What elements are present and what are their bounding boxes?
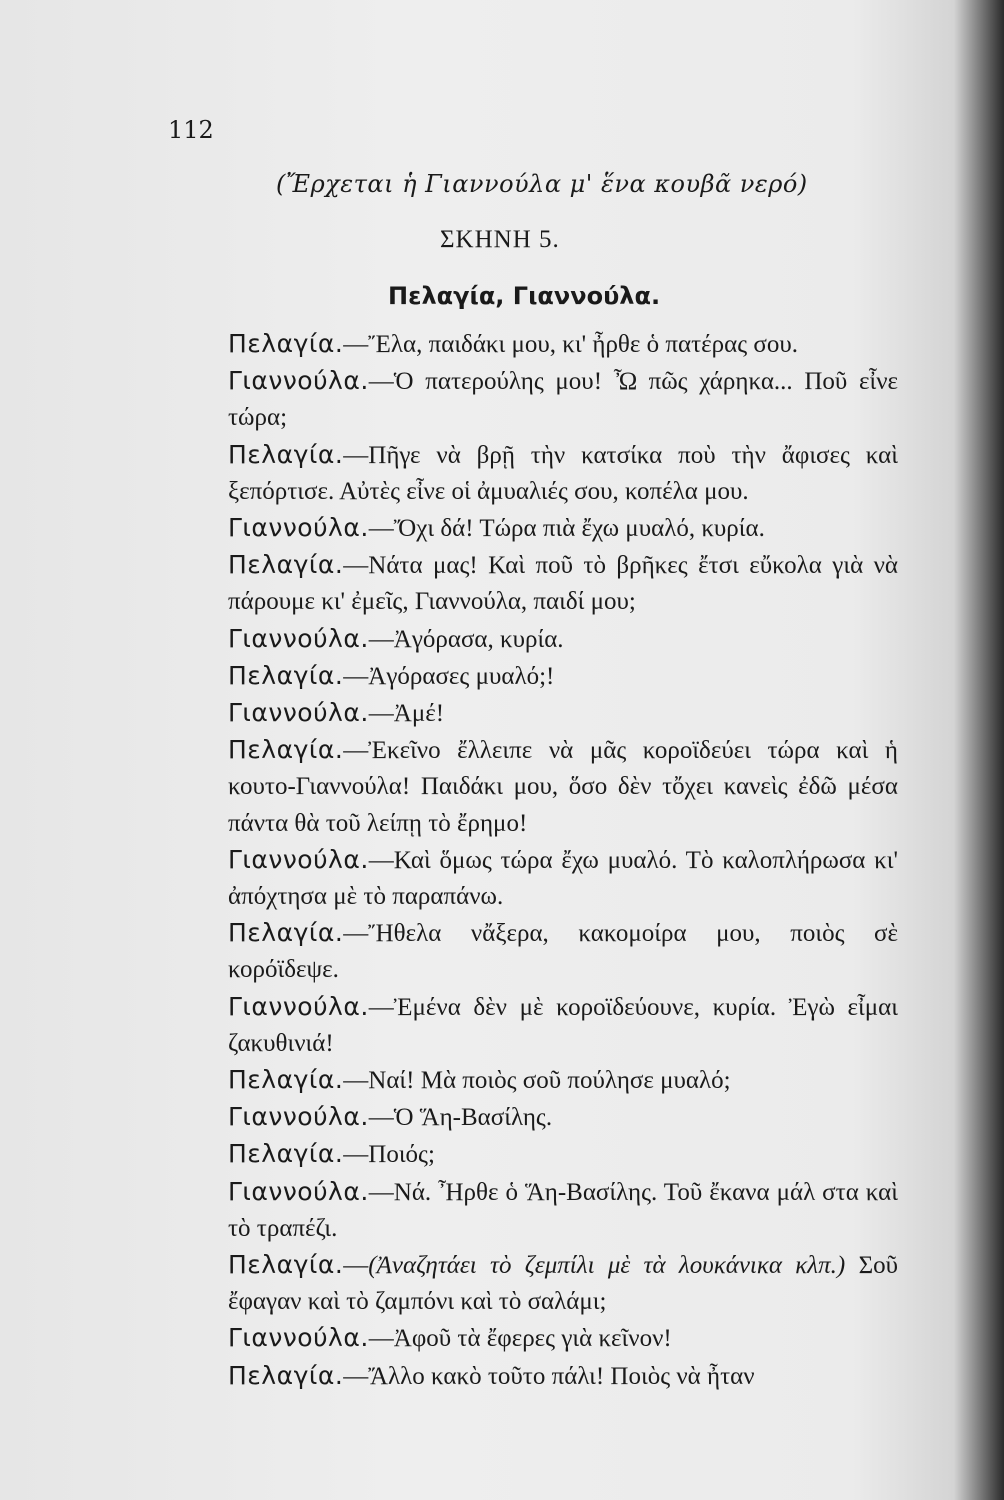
line-text: Ναί! Μὰ ποιὸς σοῦ πούλησε μυαλό; [368, 1067, 731, 1095]
dialogue-line: Πελαγία.—Ἐκεῖνο ἔλλειπε νὰ μᾶς κοροϊδεύει τώρα καὶ ἡ κουτο-Γιαννούλα! Παιδάκι μου, ὅσο δὲν τὄχει κανεὶς ἐδῶ μέσα πάντα θὰ τοῦ λείπῃ τὸ ἔρημο! [228, 735, 898, 837]
scene-characters: Πελαγία, Γιαννούλα. [388, 282, 661, 310]
dialogue-line: Γιαννούλα.—Ἀφοῦ τὰ ἔφερες γιὰ κεῖνον! [228, 1323, 672, 1353]
speaker-name: Πελαγία. [228, 735, 344, 765]
stage-note: (Ἀναζητάει τὸ ζεμπίλι μὲ τὰ λουκάνικα κλπ.) [368, 1252, 846, 1280]
line-text: Ἄλλο κακὸ τοῦτο πάλι! Ποιὸς νὰ ἦταν [368, 1362, 755, 1390]
speaker-name: Πελαγία. [228, 329, 344, 358]
dialogue-line: Πελαγία.—Νάτα μας! Καὶ ποῦ τὸ βρῆκες ἔτσι εὔκολα γιὰ νὰ πάρουμε κι' ἐμεῖς, Γιαννούλα, παιδί μου; [228, 550, 898, 616]
dialogue-line: Πελαγία.—Ἤθελα νἄξερα, κακομοίρα μου, ποιὸς σὲ κορόϊδεψε. [228, 918, 898, 984]
line-text: Νάτα μας! Καὶ ποῦ τὸ βρῆκες ἔτσι εὔκολα γιὰ νὰ πάρουμε κι' ἐμεῖς, Γιαννούλα, παιδί μου; [228, 552, 898, 616]
dialogue-line: Γιαννούλα.—Νά. Ἦρθε ὁ Ἅη-Βασίλης. Τοῦ ἔκανα μάλ στα καὶ τὸ τραπέζι. [228, 1176, 898, 1242]
dialogue-line: Γιαννούλα.—Καὶ ὅμως τώρα ἔχω μυαλό. Τὸ καλοπλήρωσα κι' ἀπόχτησα μὲ τὸ παραπάνω. [228, 844, 898, 911]
dialogue-line: Πελαγία.—Ἔλα, παιδάκι μου, κι' ἦρθε ὁ πατέρας σου. [228, 329, 798, 358]
dialogue-line: Πελαγία.—Ἄλλο κακὸ τοῦτο πάλι! Ποιὸς νὰ ἦταν [228, 1360, 755, 1390]
speaker-name: Γιαννούλα. [228, 1102, 369, 1132]
dialogue-line: Γιαννούλα.—Ὁ πατερούλης μου! Ὦ πῶς χάρηκα... Ποῦ εἶνε τώρα; [228, 366, 898, 432]
speaker-name: Γιαννούλα. [228, 366, 369, 396]
page-number: 112 [168, 116, 214, 144]
dialogue-line: Πελαγία.—(Ἀναζητάει τὸ ζεμπίλι μὲ τὰ λουκάνικα κλπ.) Σοῦ ἔφαγαν καὶ τὸ ζαμπόνι καὶ τὸ σαλάμι; [228, 1250, 898, 1316]
line-text: Ποιός; [368, 1141, 435, 1169]
speaker-name: Πελαγία. [228, 1360, 344, 1390]
line-text: Σοῦ ἔφαγαν καὶ τὸ ζαμπόνι καὶ τὸ σαλάμι; [228, 1252, 898, 1316]
line-text: Ὁ πατερούλης μου! Ὦ πῶς χάρηκα... Ποῦ εἶνε τώρα; [228, 368, 898, 432]
speaker-name: Πελαγία. [228, 1065, 344, 1095]
dialogue-line: Γιαννούλα.—Ὄχι δά! Τώρα πιὰ ἔχω μυαλό, κυρία. [228, 513, 765, 543]
line-text: Ὄχι δά! Τώρα πιὰ ἔχω μυαλό, κυρία. [393, 515, 765, 543]
dialogue-line: Πελαγία.—Ποιός; [228, 1139, 435, 1169]
speaker-name: Πελαγία. [228, 550, 344, 580]
dialogue [228, 326, 898, 1395]
stage-direction: (Ἔρχεται ἡ Γιαννούλα μ' ἕνα κουβᾶ νερό) [276, 170, 808, 198]
dialogue-line: Γιαννούλα.—Ἀγόρασα, κυρία. [228, 623, 564, 653]
line-text: Ὁ Ἅη-Βασίλης. [393, 1104, 553, 1132]
line-text: Ἤθελα νἄξερα, κακομοίρα μου, ποιὸς σὲ κορόϊδεψε. [228, 920, 898, 984]
dialogue-line: Πελαγία.—Πῆγε νὰ βρῇ τὴν κατσίκα ποὺ τὴν ἄφισες καὶ ξεπόρτισε. Αὐτὲς εἶνε οἱ ἀμυαλιές σου, κοπέλα μου. [228, 439, 898, 505]
dialogue-line: Γιαννούλα.—Ἐμένα δὲν μὲ κοροϊδεύουνε, κυρία. Ἐγὼ εἶμαι ζακυθινιά! [228, 991, 898, 1057]
speaker-name: Πελαγία. [228, 660, 344, 690]
line-text: Ἀγόρασες μυαλό;! [368, 662, 555, 690]
speaker-name: Πελαγία. [228, 439, 344, 469]
line-text: Νά. Ἦρθε ὁ Ἅη-Βασίλης. Τοῦ ἔκανα μάλ στα καὶ τὸ τραπέζι. [228, 1178, 898, 1242]
speaker-name: Πελαγία. [228, 1139, 344, 1169]
line-text: Ἀφοῦ τὰ ἔφερες γιὰ κεῖνον! [393, 1325, 672, 1353]
line-text: Ἐκεῖνο ἔλλειπε νὰ μᾶς κοροϊδεύει τώρα καὶ ἡ κουτο-Γιαννούλα! Παιδάκι μου, ὅσο δὲν τὄχει κανεὶς ἐδῶ μέσα πάντα θὰ τοῦ λείπῃ τὸ ἔρημο! [228, 737, 898, 837]
dialogue-line: Πελαγία.—Ἀγόρασες μυαλό;! [228, 660, 555, 690]
dialogue-line: Γιαννούλα.—Ἀμέ! [228, 698, 445, 728]
speaker-name: Πελαγία. [228, 1250, 344, 1280]
speaker-name: Γιαννούλα. [228, 1323, 369, 1353]
line-text: Ἀγόρασα, κυρία. [393, 625, 564, 653]
speaker-name: Γιαννούλα. [228, 991, 369, 1021]
speaker-name: Γιαννούλα. [228, 844, 369, 874]
dialogue-line: Πελαγία.—Ναί! Μὰ ποιὸς σοῦ πούλησε μυαλό; [228, 1065, 731, 1095]
line-text: Ἀμέ! [393, 700, 445, 728]
speaker-name: Γιαννούλα. [228, 513, 369, 543]
line-text: Ἐμένα δὲν μὲ κοροϊδεύουνε, κυρία. Ἐγὼ εἶμαι ζακυθινιά! [228, 993, 898, 1057]
speaker-name: Γιαννούλα. [228, 698, 369, 728]
scene-title: ΣΚΗΝΗ 5. [440, 226, 560, 253]
speaker-name: Γιαννούλα. [228, 1176, 369, 1206]
line-text: Ἔλα, παιδάκι μου, κι' ἦρθε ὁ πατέρας σου. [368, 331, 798, 358]
speaker-name: Πελαγία. [228, 918, 344, 948]
line-text: Πῆγε νὰ βρῇ τὴν κατσίκα ποὺ τὴν ἄφισες καὶ ξεπόρτισε. Αὐτὲς εἶνε οἱ ἀμυαλιές σου, κοπέλα μου. [228, 441, 898, 505]
speaker-name: Γιαννούλα. [228, 623, 369, 653]
line-text: Καὶ ὅμως τώρα ἔχω μυαλό. Τὸ καλοπλήρωσα κι' ἀπόχτησα μὲ τὸ παραπάνω. [228, 846, 898, 911]
dialogue-line: Γιαννούλα.—Ὁ Ἅη-Βασίλης. [228, 1102, 553, 1132]
